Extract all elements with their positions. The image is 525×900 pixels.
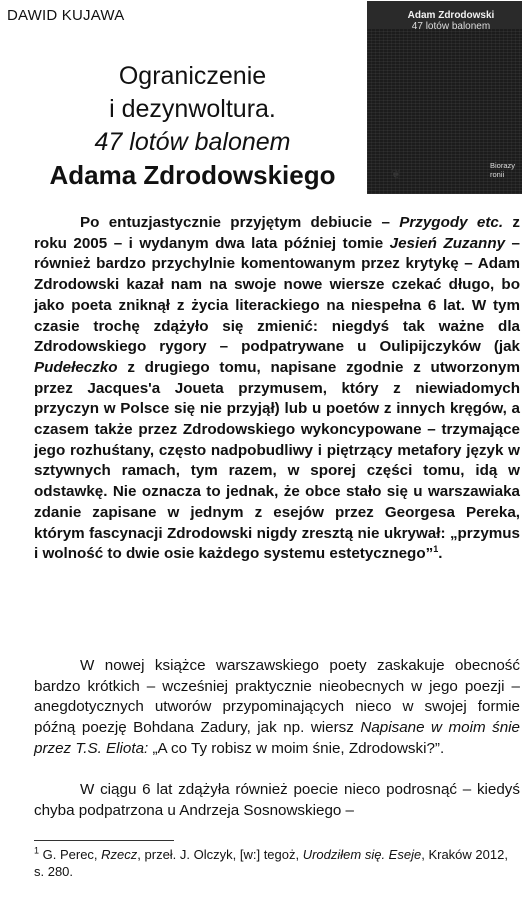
lead-text: – również bardzo przychylnie komentowanym przez krytykę – Adam Zdrodowski kazał nam na swoje nowe wiersze czekać długo, bo jako poeta zniknął z życia literackiego na niespełna 6 lat. W tym czasie trochę zdążyło się zmienić: niegdyś tak ważne dla Zdrodowskiego rygory – podpatrywane u Oulipijczyków (jak (34, 234, 520, 356)
title-line-2: i dezynwoltura. (109, 95, 276, 123)
footnote-text: G. Perec, (39, 847, 102, 862)
poem-title: Napisane w moim śnie przez T.S. Eliota: (34, 719, 520, 757)
work-title: Urodziłem się. Eseje (302, 847, 422, 862)
paragraph-text: „A co Ty robisz w moim śnie, Zdrodowski?”. (148, 739, 445, 757)
book-title: Jesień Zuzanny (389, 234, 506, 252)
footnote (34, 846, 520, 880)
footnote-number: 1 (34, 845, 40, 856)
body-paragraph (34, 656, 520, 760)
footnote-divider (34, 840, 174, 841)
lead-text: z drugiego tomu, napisane zgodnie z utworzonym przez Jacques'a Joueta przymusem, który z niewiadomych przyczyn w Polsce się nie przyjął) lub u poetów z innych kręgów, a czasem także przez Zdrodowskiego wykoncypowane – trzymające jego rozhuśtany, często nadpobudliwy i piętrzący metafory język w sztywnych ramach, tym razem, w sporej części tomu, idą w odstawkę. Nie oznacza to jednak, że obce stało się u warszawiaka zdanie zapisane w jednym z esejów przez Georgesa Pereka, którym fascynacji Zdrodowski nigdy zresztą nie ukrywał: „przymus i wolność to dwie osie każdego systemu estetycznego” (34, 358, 520, 563)
poem-title: Pudełeczko (34, 358, 118, 376)
body-paragraph (34, 780, 520, 821)
paragraph-text: W nowej książce warszawskiego poety zaskakuje obecność bardzo krótkich – wcześniej praktycznie nieobecnych w jego poezji – anegdotycznych utworów przypominających nieco w swojej formie późną poezję Bohdana Zadury, jak np. wiersz (34, 657, 520, 737)
book-cover-image (367, 1, 522, 194)
title-line-1: Ograniczenie (118, 62, 267, 90)
lead-text: z roku 2005 – i wydanym dwa lata później tomie (34, 214, 520, 252)
cover-series-label: Biorazy ronii (490, 161, 516, 179)
footnote-reference: 1 (433, 544, 439, 555)
title-line-4: Adama Zdrodowskiego (49, 160, 336, 190)
work-title: Rzecz (101, 847, 138, 862)
book-title: Przygody etc. (399, 214, 504, 231)
lead-text: Po entuzjastycznie przyjętym debiucie – (80, 214, 400, 231)
footnote-text: , Kraków 2012, s. 280. (34, 847, 508, 879)
footnote-text: , przeł. J. Olczyk, [w:] tegoż, (137, 847, 303, 862)
title-line-3: 47 lotów balonem (94, 128, 291, 156)
cover-title: 47 lotów balonem (411, 21, 491, 32)
small-star-mark-icon: ❦ (391, 167, 402, 181)
cover-author: Adam Zdrodowski (407, 10, 495, 21)
paragraph-text: W ciągu 6 lat zdążyła również poecie nieco podrosnąć – kiedyś chyba podpatrzona u Andrzeja Sosnowskiego – (34, 781, 520, 819)
author-header: DAWID KUJAWA (7, 7, 125, 24)
lead-text: . (438, 545, 443, 563)
lead-paragraph (34, 213, 520, 565)
article-title (45, 60, 340, 192)
